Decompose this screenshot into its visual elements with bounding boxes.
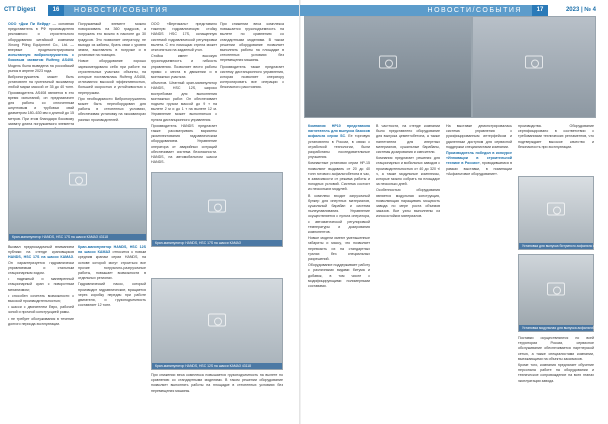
headline-text: ООО «Джи Пи Вейрд»	[8, 22, 51, 26]
left-col4-top: При снижении веса комплекса повышается грузоподъемность на вылете по сравнению со стандартными моделями. В таком решении оборудование позволяет выполнять работы на площадке в стесненных условиях без перемещения машины. Производитель также предлагает систему дистанционного управления, которая позволяет оператору контролировать все операции с безопасного расстояния.	[220, 22, 284, 90]
left-col3-top: ООО «Вертикаль» представило тяжелую гидравлическую стойку HANDS HSC 17S, оснащенную системой гидравлической регулировки вылета. С его помощью стрела может отклоняться на заданный угол. Стойка имеет высокую грузоподъемность и гибкость управления. Позволяет вести работы прямо с места в движении и в монтажных участках. объектов. Штатный кран-манипулятор HANDS, HSC 12S, широко востребован для выполнения монтажных работ. Он обеспечивает подъем грузом массой до 9 т на вылете 2 м и до 1 т на вылете 12 м. Управление может выполняться с пульта дистанционного управления. Производитель HANDS предлагает также рассматривать варианты укомплектования гидравлическим оборудованием. Управление оператора от аварийных ситуаций обеспечивает система безопасности. HANDS, на автомобильном шасси HANDS.	[151, 22, 217, 165]
right-col3: На выставке демонстрировалась система управления с русифицированным интерфейсом и удаленным доступом для сервисной поддержки специалистами компании. Производитель победил в конкурсе «Инновации в строительной технике в России», проводившемся в рамках выставки, в номинации «Асфальтовое оборудование».	[446, 124, 512, 176]
issue-number: 2023 | № 4	[565, 7, 596, 13]
left-page-number: 16	[48, 5, 64, 16]
exhibition-photo-1	[304, 16, 472, 118]
asphalt-plant-photo-2	[518, 254, 604, 332]
photo-caption: Кран-манипулятор HANDS, HSC 17S на шасси КАМАЗ 43118	[9, 234, 146, 240]
right-header	[300, 4, 596, 16]
left-col1-bottom: Вызвал предпосадочный вниманием публики на стенде крановщиков HANDS, HSC 17S на шасси КАМАЗ. Он характеризуется гидравлически управляемым и стальным стационарным ходом. • надежный и маневренный стационарный кран с поворотным механизмом; • способен сочетать возможности с высокой производительностью; • шасси с двигателем Евро, рабочей зоной и прочной конструкцией рамы. • не требует обслуживания в течение долгого периода эксплуатации.	[8, 245, 74, 326]
left-section-title: НОВОСТИ/СОБЫТИЯ	[64, 5, 300, 16]
magazine-logo[interactable]: СТТ Digest	[4, 7, 36, 13]
image-placeholder-icon	[547, 203, 565, 216]
exhibition-photo-2	[472, 16, 596, 118]
right-col4-bottom: Поставки осуществляются по всей территории России, сервисное обслуживание обеспечивается партнерской сетью, а также специалистами компании, выезжающими на объекты заказчиков. Кроме того, компания предлагает обучение персонала работе на оборудовании и техническое сопровождение на всех этапах эксплуатации завода.	[518, 336, 594, 383]
right-page	[300, 0, 608, 424]
left-col1-top: ООО «Джи Пи Вейрд» — основная представитель в РФ производителя рекламного и строительного оборудования китайской компании Xinong Piling Equipment Co., Ltd. — впервые продемонстрировала испытанную вибропогружатель с боковым захватом Ruifeng AS408. Модель была выведена на российский рынок в апреле 2023 года. Вибропогружатель может быть установлен на гусеничный экскаватор любой марки массой от 35 до 40 тонн. Производитель AS408 является в это время испытаний, он предназначен для работы со сплоченным шпунтовым и трубовых свай диаметром 180–630 мм и длиной до 15 метров. При этом благодаря боковому захвату длина погружаемого элемента	[8, 22, 74, 126]
image-placeholder-icon	[208, 199, 226, 212]
photo-caption: Кран-манипулятор HANDS, HSC 17S на шасси КАМАЗ	[152, 240, 282, 246]
photo-caption: Кран-манипулятор HANDS, HSC 12S на шасси КАМАЗ 43118	[152, 363, 282, 369]
image-placeholder-icon	[379, 56, 397, 69]
right-col1: Компания НР10 представила нагнетатель для выпуска базисов асфальта серии SC. Ее торговую установлено в России, в связи с отработкой технологии, были разработаны последовательные улучшения. Компактные установки серии НР-15 позволяют выдавать от 20 до 40 тонн готового асфальтобетона в час, в зависимости от режима работы и погодных условий. Система состоит из нескольких модулей. В комплекс входят загрузочный бункер для инертных материалов, сушильный барабан и система пылеулавливания. Управление осуществляется с пульта оператора, с автоматической регулировкой температуры и дозирования компонентов. Новые модели имеют уменьшенные габариты и массу, что позволяет перевозить их на стандартных тралах без специальных разрешений. Оборудование поддерживает работу с различными видами битума и добавок, в том числе с модифицирующими полимерными составами.	[308, 124, 370, 289]
right-col4-top: производства. Оборудование сертифицировано в соответствии с требованиями технических регламентов, что подтверждает высокое качество и безопасность при эксплуатации.	[518, 124, 594, 149]
right-page-number: 17	[532, 5, 548, 16]
photo-caption: Установка для выпуска битумного асфальта серии РС	[519, 243, 593, 249]
right-section-title: НОВОСТИ/СОБЫТИЯ	[300, 5, 532, 16]
image-placeholder-icon	[208, 313, 226, 326]
asphalt-plant-photo-1	[518, 176, 608, 250]
image-placeholder-icon	[547, 283, 565, 296]
left-page	[0, 0, 300, 424]
right-col2: В частности, на стенде компании было представлено оборудование для выпуска цементобетона, а также нагнетатели для инертных материалов, сушильные барабаны, системы дозирования и смесители. Компания предлагает решения для стационарных и мобильных заводов с производительностью от 40 до 320 т/ч, а также модульные комплексы, которые можно собрать на площадке за несколько дней. Особенностью оборудования является модульная конструкция, позволяющая наращивать мощность завода по мере роста объемов заказов. Все узлы выполнены из износостойких материалов.	[376, 124, 440, 219]
crane-photo-2	[151, 172, 283, 247]
crane-photo-1	[8, 128, 147, 241]
photo-caption: Установка модульная для выпуска асфальтобетона	[519, 325, 593, 331]
image-placeholder-icon	[525, 56, 543, 69]
left-col2-top: Погружаемый элемент можно поворачивать на 360 градусов, а погружать его можно в наклоне до 30 градусов. Это позволяет оператору, не выходя из кабины, брать сваи с уровня земли, выставлять в погрузке и в установке на позицию. Новое оборудование хорошо зарекомендовало себя при работе на строительных участках: объекты, на которые поставлялась Ruifeng AS408, отличаются высокой эффективностью, большей скоростью и устойчивостью к перегрузкам. При необходимости Вибропогружатель может быть переоборудован для работы в стесненных условиях, обеспечивая установку на экскаваторах разных производителей.	[78, 22, 146, 122]
left-col3-bottom: При снижении веса комплекса повышается грузоподъемность на вылете по сравнению со стандартными моделями. В таком решении оборудование позволяет выполнять работы на площадке в стесненных условиях без перемещения машины.	[151, 373, 283, 393]
left-col2-bottom: Кран-манипулятор HANDS, HSC 12S на шасси КАМАЗ относится к новым средним кранам серии HANDS, на основе которой могут строиться все прочие погрузочно-разгрузочные работы, повышает возможности в отдельных регионах. Гидравлический насос, который производит гидравлические, вращается через коробку передач при работе двигателя, и грузоподъемность составляет 12 тонн.	[78, 245, 146, 308]
image-placeholder-icon	[69, 172, 87, 185]
crane-photo-3	[151, 278, 283, 370]
left-header	[4, 4, 300, 16]
